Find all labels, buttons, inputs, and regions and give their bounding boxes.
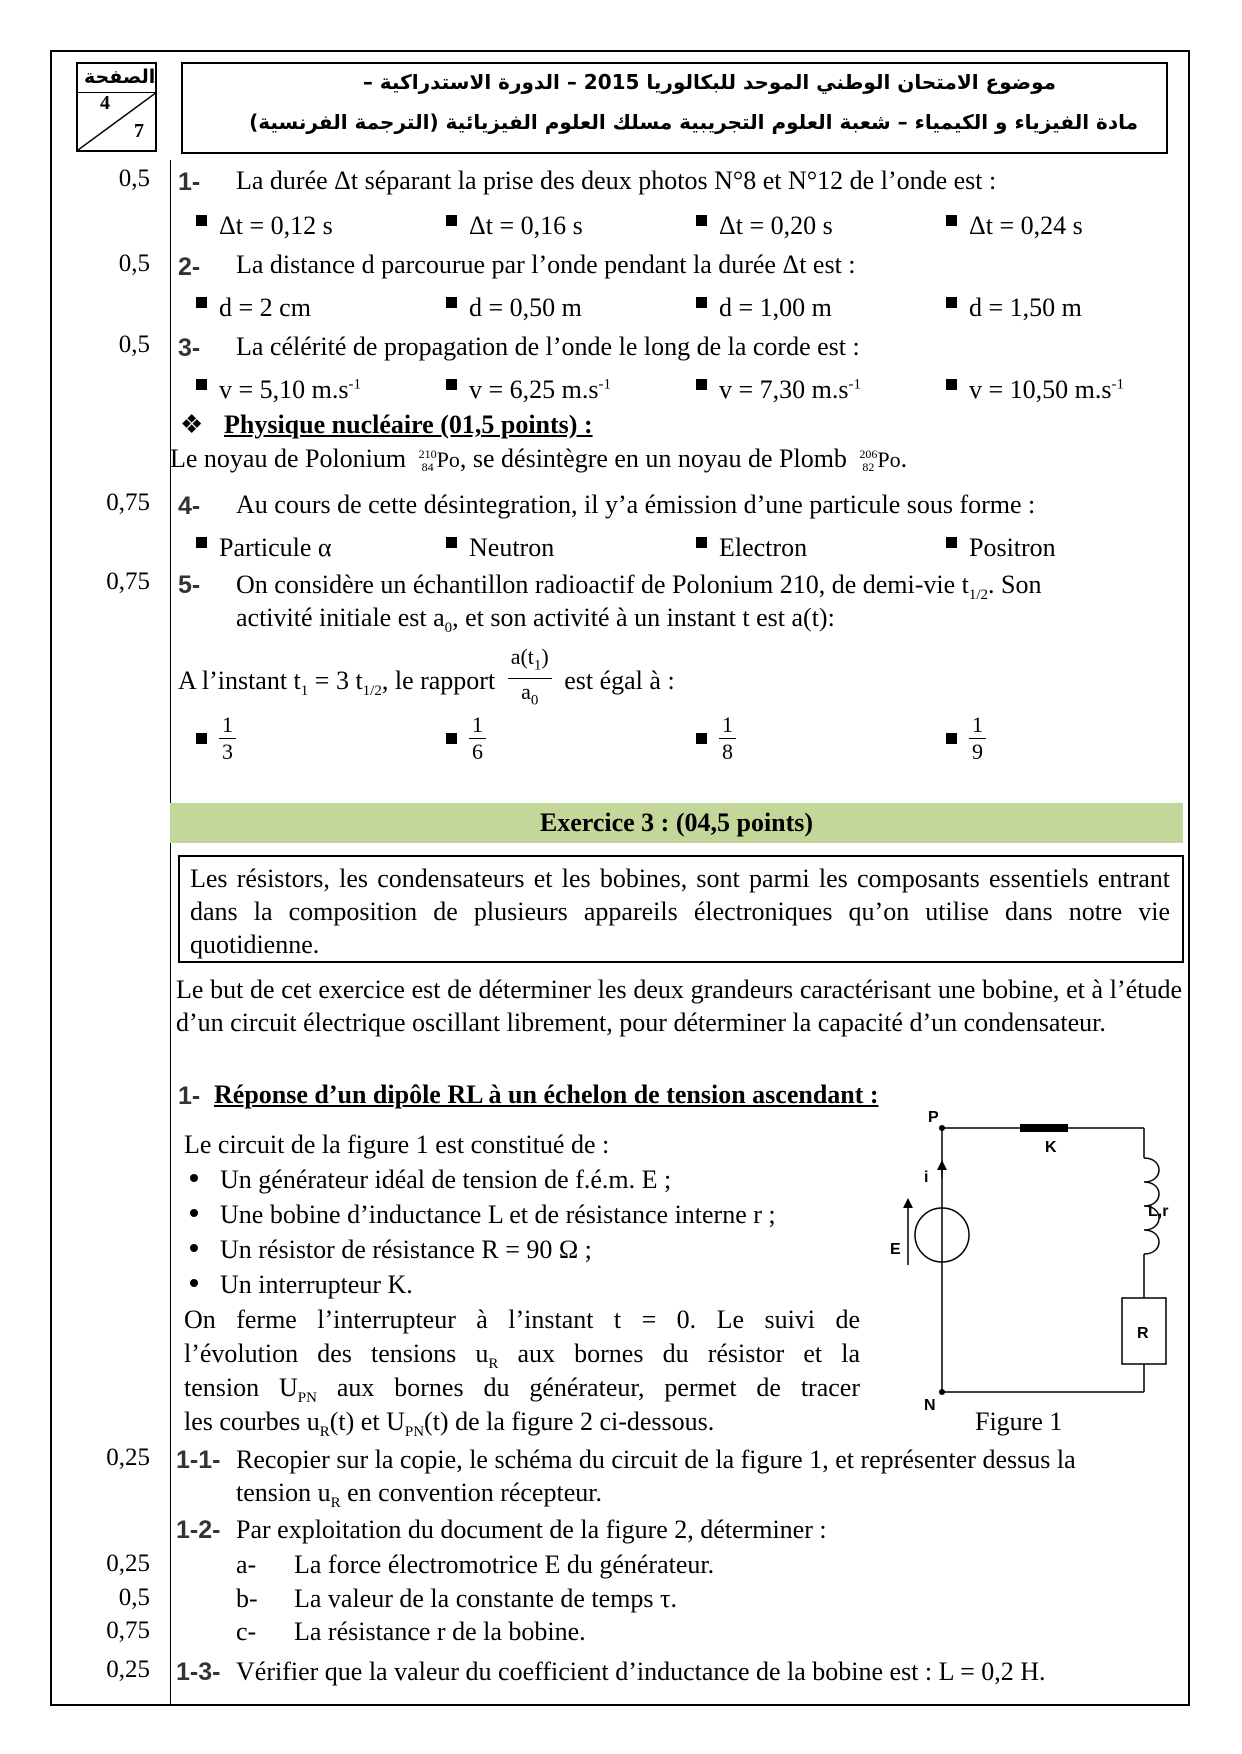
q1-option[interactable]: Δt = 0,20 s bbox=[696, 211, 833, 241]
q3-number: 3- bbox=[178, 334, 201, 362]
q2-option[interactable]: d = 1,00 m bbox=[696, 293, 832, 323]
q5-points: 0,75 bbox=[106, 568, 150, 595]
q12a-text: La force électromotrice E du générateur. bbox=[294, 1550, 715, 1579]
switch-k bbox=[1020, 1124, 1068, 1132]
header-line2: مادة الفيزياء و الكيمياء – شعبة العلوم التجريبية مسلك العلوم الفيزيائية (الترجمة الفرنسية) bbox=[249, 110, 1138, 134]
q4-option[interactable]: Particule α bbox=[196, 533, 332, 563]
q3-option[interactable]: v = 10,50 $m.s^{-1}$ bbox=[946, 375, 1124, 405]
para-line2: l’évolution des tensions $u_R$ aux bornes du résistor et la bbox=[184, 1339, 860, 1373]
page-label: الصفحة bbox=[84, 66, 156, 88]
part1-title: Réponse d’un dipôle RL à un échelon de tension ascendant : bbox=[214, 1080, 879, 1109]
q4-text: Au cours de cette désintegration, il y’a émission d’une particule sous forme : bbox=[236, 490, 1036, 519]
q1-option[interactable]: Δt = 0,24 s bbox=[946, 211, 1083, 241]
exercise3-goal: Le but de cet exercice est de déterminer les deux grandeurs caractérisant une bobine, et à l’étude d’un circuit électrique oscillant librement, pour déterminer la capacité d’un condensateur. bbox=[176, 975, 1182, 1037]
q1-number: 1- bbox=[178, 168, 201, 196]
q12-text: Par exploitation du document de la figure 2, déterminer : bbox=[236, 1515, 827, 1544]
q5-option[interactable]: $\frac{1}{8}$ bbox=[696, 712, 736, 765]
q13-number: 1-3- bbox=[176, 1658, 221, 1686]
q4-option[interactable]: Electron bbox=[696, 533, 807, 563]
page-num: 4 bbox=[100, 92, 110, 114]
figure1-caption: Figure 1 bbox=[975, 1407, 1063, 1436]
q3-option[interactable]: v = 5,10 $m.s^{-1}$ bbox=[196, 375, 361, 405]
q2-points: 0,5 bbox=[118, 250, 150, 277]
q2-option[interactable]: d = 0,50 m bbox=[446, 293, 582, 323]
label-k: K bbox=[1045, 1139, 1057, 1156]
page-total: 7 bbox=[134, 120, 144, 142]
q5-line1: On considère un échantillon radioactif de Polonium 210, de demi-vie $t_{1/2}$. Son bbox=[236, 570, 1042, 604]
exercise3-intro: Les résistors, les condensateurs et les bobines, sont parmi les composants essentiels entrant dans la composition de plusieurs appareils électroniques qu’on utilise dans notre vie quotidienne. bbox=[190, 864, 1170, 959]
exam-header bbox=[181, 62, 1168, 154]
label-e: E bbox=[890, 1241, 901, 1258]
q1-text: La durée Δt séparant la prise des deux photos N°8 et N°12 de l’onde est : bbox=[236, 166, 997, 195]
q11-line1: Recopier sur la copie, le schéma du circuit de la figure 1, et représenter dessus la bbox=[236, 1445, 1076, 1474]
page-number-box bbox=[76, 62, 157, 152]
q12c-text: La résistance r de la bobine. bbox=[294, 1617, 586, 1646]
q2-text: La distance d parcourue par l’onde pendant la durée Δt est : bbox=[236, 250, 856, 279]
bullet-item: Un interrupteur K. bbox=[190, 1270, 413, 1300]
q4-option[interactable]: Neutron bbox=[446, 533, 554, 563]
header-line1: موضوع الامتحان الوطني الموحد للبكالوريا 2015 – الدورة الاستدراكية – bbox=[362, 70, 1056, 94]
q3-option[interactable]: v = 7,30 $m.s^{-1}$ bbox=[696, 375, 861, 405]
label-n: N bbox=[924, 1397, 936, 1414]
page-slash bbox=[78, 92, 157, 150]
q4-points: 0,75 bbox=[106, 489, 150, 516]
q2-number: 2- bbox=[178, 253, 201, 281]
q3-points: 0,5 bbox=[118, 331, 150, 358]
exercise3-intro-box bbox=[178, 855, 1184, 963]
bullet-item: Un résistor de résistance R = 90 Ω ; bbox=[190, 1235, 592, 1265]
q3-option[interactable]: v = 6,25 $m.s^{-1}$ bbox=[446, 375, 611, 405]
q12b-points: 0,5 bbox=[118, 1584, 150, 1611]
q4-number: 4- bbox=[178, 492, 201, 520]
q5-option[interactable]: $\frac{1}{3}$ bbox=[196, 712, 236, 765]
nuclear-title: Physique nucléaire (01,5 points) : bbox=[224, 410, 593, 439]
part1-number: 1- bbox=[178, 1082, 201, 1110]
q2-option[interactable]: d = 2 cm bbox=[196, 293, 311, 323]
q12b-text: La valeur de la constante de temps τ. bbox=[294, 1584, 677, 1613]
q2-option[interactable]: d = 1,50 m bbox=[946, 293, 1082, 323]
label-i: i bbox=[924, 1169, 929, 1186]
q13-points: 0,25 bbox=[106, 1656, 150, 1683]
para-line4: les courbes $u_R(t)$ et $U_{PN}(t)$ de la figure 2 ci-dessous. bbox=[184, 1407, 715, 1441]
q11-points: 0,25 bbox=[106, 1444, 150, 1471]
q5-option[interactable]: $\frac{1}{6}$ bbox=[446, 712, 486, 765]
para-line3: tension $U_{PN}$ aux bornes du générateur, permet de tracer bbox=[184, 1373, 860, 1407]
circuit-intro: Le circuit de la figure 1 est constitué de : bbox=[184, 1130, 610, 1159]
q5-number: 5- bbox=[178, 571, 201, 599]
q11-line2: tension $u_R$ en convention récepteur. bbox=[236, 1478, 602, 1512]
q12a-points: 0,25 bbox=[106, 1550, 150, 1577]
para-line1: On ferme l’interrupteur à l’instant t = 0. Le suivi de bbox=[184, 1305, 860, 1334]
label-lr: L,r bbox=[1148, 1203, 1169, 1220]
q5-line2: activité initiale est $a_0$, et son activité à un instant t est a(t): bbox=[236, 603, 835, 637]
q12a-letter: a- bbox=[236, 1550, 257, 1579]
q3-text: La célérité de propagation de l’onde le long de la corde est : bbox=[236, 332, 860, 361]
q5-line3: A l’instant $t_1 = 3$ $t_{1/2}$, le rapport $\frac{a(t_1)}{a_0}$ est égal à : bbox=[178, 644, 675, 709]
nuclear-diamond: ❖ bbox=[180, 410, 204, 439]
q1-option[interactable]: Δt = 0,16 s bbox=[446, 211, 583, 241]
label-p: P bbox=[928, 1110, 939, 1126]
bullet-item: Un générateur idéal de tension de f.é.m. E ; bbox=[190, 1165, 671, 1195]
q1-points: 0,5 bbox=[118, 165, 150, 192]
q12c-letter: c- bbox=[236, 1617, 257, 1646]
figure1-circuit bbox=[880, 1110, 1180, 1440]
exercise3-title: Exercice 3 : (04,5 points) bbox=[170, 803, 1183, 843]
q12c-points: 0,75 bbox=[106, 1617, 150, 1644]
margin-line bbox=[170, 160, 171, 1706]
q12b-letter: b- bbox=[236, 1584, 258, 1613]
q12-number: 1-2- bbox=[176, 1516, 221, 1544]
label-r: R bbox=[1137, 1325, 1149, 1342]
bullet-item: Une bobine d’inductance L et de résistance interne r ; bbox=[190, 1200, 776, 1230]
q1-option[interactable]: Δt = 0,12 s bbox=[196, 211, 333, 241]
nuclear-line: Le noyau de Polonium 210 84 Po, se désintègre en un noyau de Plomb 206 82 Po. bbox=[170, 444, 908, 475]
q4-option[interactable]: Positron bbox=[946, 533, 1056, 563]
q11-number: 1-1- bbox=[176, 1446, 221, 1474]
q13-text: Vérifier que la valeur du coefficient d’inductance de la bobine est : L = 0,2 H. bbox=[236, 1657, 1046, 1686]
q5-option[interactable]: $\frac{1}{9}$ bbox=[946, 712, 986, 765]
